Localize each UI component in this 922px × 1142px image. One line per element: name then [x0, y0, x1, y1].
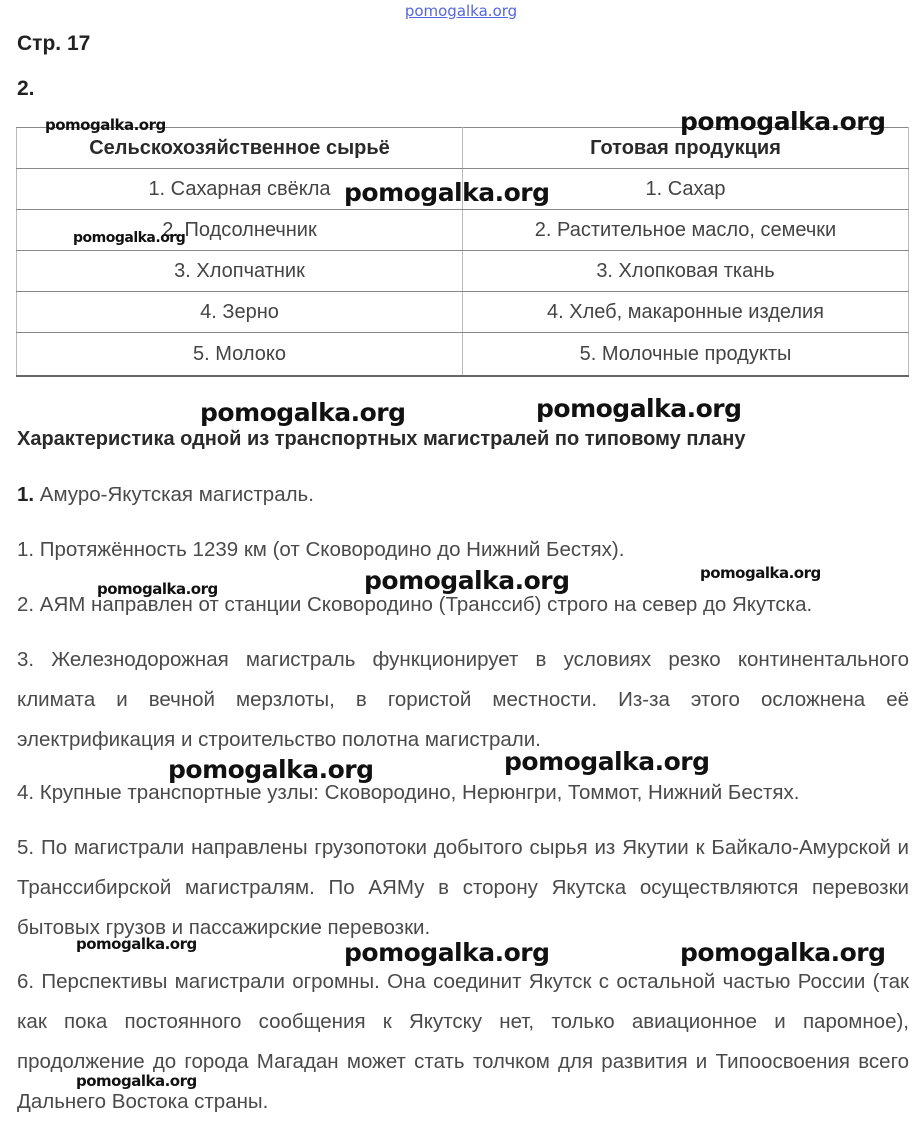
watermark: pomogalka.org — [344, 178, 550, 207]
table-cell: 2. Подсолнечник — [17, 210, 463, 251]
watermark: pomogalka.org — [76, 935, 197, 953]
column-header: Сельскохозяйственное сырьё — [17, 128, 463, 169]
watermark: pomogalka.org — [680, 938, 886, 967]
table-cell: 2. Растительное масло, семечки — [463, 210, 909, 251]
table-row — [17, 292, 909, 333]
watermark: pomogalka.org — [700, 564, 821, 582]
point-3: 3. Железнодорожная магистраль функционирует в условиях резко континентального климата и вечной мерзлоты, в гористой местности. Из-за этого осложнена её электрификация и строительство полотна магистрали. — [17, 648, 909, 751]
page-label: Стр. 17 — [17, 32, 91, 55]
task-number: 2. — [17, 77, 35, 100]
watermark: pomogalka.org — [680, 107, 886, 136]
watermark: pomogalka.org — [364, 566, 570, 595]
watermark: pomogalka.org — [97, 580, 218, 598]
point-1: 1. Протяжённость 1239 км (от Сковородино до Нижний Бестях). — [17, 538, 625, 561]
table-cell: 5. Молочные продукты — [463, 333, 909, 377]
table-cell: 4. Хлеб, макаронные изделия — [463, 292, 909, 333]
watermark: pomogalka.org — [536, 394, 742, 423]
watermark: pomogalka.org — [344, 938, 550, 967]
table-cell: 5. Молоко — [17, 333, 463, 377]
point-2: 2. АЯМ направлен от станции Сковородино (Транссиб) строго на север до Якутска. — [17, 593, 813, 616]
table-cell: 4. Зерно — [17, 292, 463, 333]
table-cell: 1. Сахар — [463, 169, 909, 210]
table-cell: 3. Хлопчатник — [17, 251, 463, 292]
point-5: 5. По магистрали направлены грузопотоки добытого сырья из Якутии к Байкало-Амурской и Транссибирской магистралям. По АЯМу в сторону Якутска осуществляются перевозки бытовых грузов и пассажирские перевозки. — [17, 836, 909, 939]
table-cell: 1. Сахарная свёкла — [17, 169, 463, 210]
point-6: 6. Перспективы магистрали огромны. Она соединит Якутск с остальной частью России (так как пока постоянного сообщения к Якутску нет, только авиационное и паромное), продолжение до города Магадан может стать толчком для развития и Типоосвоения всего Дальнего Востока страны. — [17, 970, 909, 1113]
item-number: 1. — [17, 483, 35, 506]
watermark: pomogalka.org — [73, 230, 186, 246]
raw-materials-table — [16, 127, 909, 377]
item-text: Амуро-Якутская магистраль. — [34, 483, 314, 506]
watermark: pomogalka.org — [76, 1072, 197, 1090]
watermark: pomogalka.org — [168, 755, 374, 784]
point-4: 4. Крупные транспортные узлы: Сковородино, Нерюнгри, Томмот, Нижний Бестях. — [17, 781, 800, 804]
watermark: pomogalka.org — [200, 398, 406, 427]
section-heading: Характеристика одной из транспортных магистралей по типовому плану — [17, 428, 746, 450]
watermark: pomogalka.org — [504, 747, 710, 776]
column-header: Готовая продукция — [463, 128, 909, 169]
table-cell: 3. Хлопковая ткань — [463, 251, 909, 292]
item-title — [17, 475, 909, 515]
table-row — [17, 333, 909, 377]
site-link[interactable]: pomogalka.org — [404, 2, 518, 20]
table-row — [17, 251, 909, 292]
watermark: pomogalka.org — [45, 116, 166, 134]
